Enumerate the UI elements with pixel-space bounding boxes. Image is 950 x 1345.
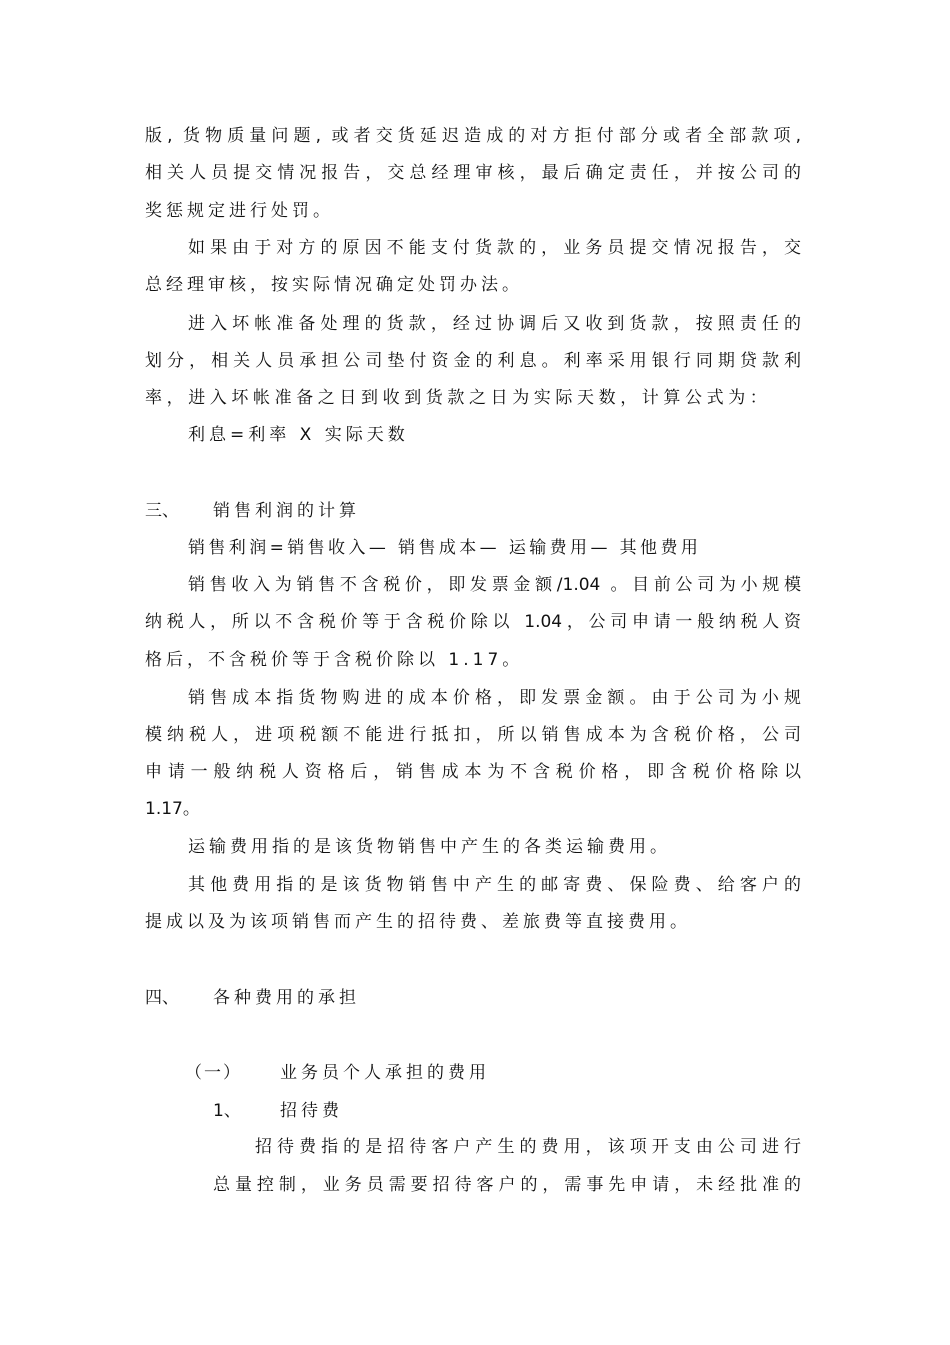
body-text-line: 1.17。 — [145, 799, 200, 819]
section-number: 四、 — [145, 988, 179, 1008]
body-text-line: 销售成本指货物购进的成本价格，即发票金额。由于公司为小规 — [188, 688, 801, 708]
body-text-line: 模纳税人，进项税额不能进行抵扣，所以销售成本为含税价格，公司 — [145, 725, 801, 745]
body-text-line: 招待费指的是招待客户产生的费用，该项开支由公司进行 — [255, 1137, 801, 1157]
body-text-line: 格后，不含税价等于含税价除以 1.17。 — [145, 650, 524, 670]
body-text-line: 其他费用指的是该货物销售中产生的邮寄费、保险费、给客户的 — [188, 875, 801, 895]
body-text-line: 总经理审核，按实际情况确定处罚办法。 — [145, 275, 523, 295]
body-text-line: 进入坏帐准备处理的货款，经过协调后又收到货款，按照责任的 — [188, 314, 801, 334]
section-title: 各种费用的承担 — [213, 988, 360, 1008]
interest-formula: 利息=利率 X 实际天数 — [188, 425, 409, 445]
body-text-line: 提成以及为该项销售而产生的招待费、差旅费等直接费用。 — [145, 912, 691, 932]
item-number: 1、 — [213, 1101, 241, 1121]
body-text-line: 销售收入为销售不含税价，即发票金额/1.04 。目前公司为小规模 — [188, 575, 801, 595]
body-text-line: 奖惩规定进行处罚。 — [145, 201, 334, 221]
body-text-line: 版, 货物质量问题, 或者交货延迟造成的对方拒付部分或者全部款项, — [145, 126, 801, 146]
body-text-line: 相关人员提交情况报告，交总经理审核，最后确定责任，并按公司的 — [145, 163, 801, 183]
body-text-line: 划分，相关人员承担公司垫付资金的利息。利率采用银行同期贷款利 — [145, 351, 801, 371]
body-text-line: 运输费用指的是该货物销售中产生的各类运输费用。 — [188, 837, 671, 857]
section-title: 销售利润的计算 — [213, 501, 360, 521]
body-text-line: 率，进入坏帐准备之日到收到货款之日为实际天数，计算公式为： — [145, 388, 772, 408]
body-text-line: 纳税人，所以不含税价等于含税价除以 1.04，公司申请一般纳税人资 — [145, 612, 801, 632]
subsection-number: （一） — [185, 1063, 242, 1083]
item-title: 招待费 — [280, 1101, 343, 1121]
body-text-line: 申请一般纳税人资格后，销售成本为不含税价格，即含税价格除以 — [145, 762, 801, 782]
profit-formula: 销售利润=销售收入— 销售成本— 运输费用— 其他费用 — [188, 538, 702, 558]
section-number: 三、 — [145, 501, 179, 521]
body-text-line: 总量控制，业务员需要招待客户的，需事先申请，未经批准的 — [213, 1175, 801, 1195]
subsection-title: 业务员个人承担的费用 — [280, 1063, 490, 1083]
body-text-line: 如果由于对方的原因不能支付货款的，业务员提交情况报告，交 — [188, 238, 801, 258]
